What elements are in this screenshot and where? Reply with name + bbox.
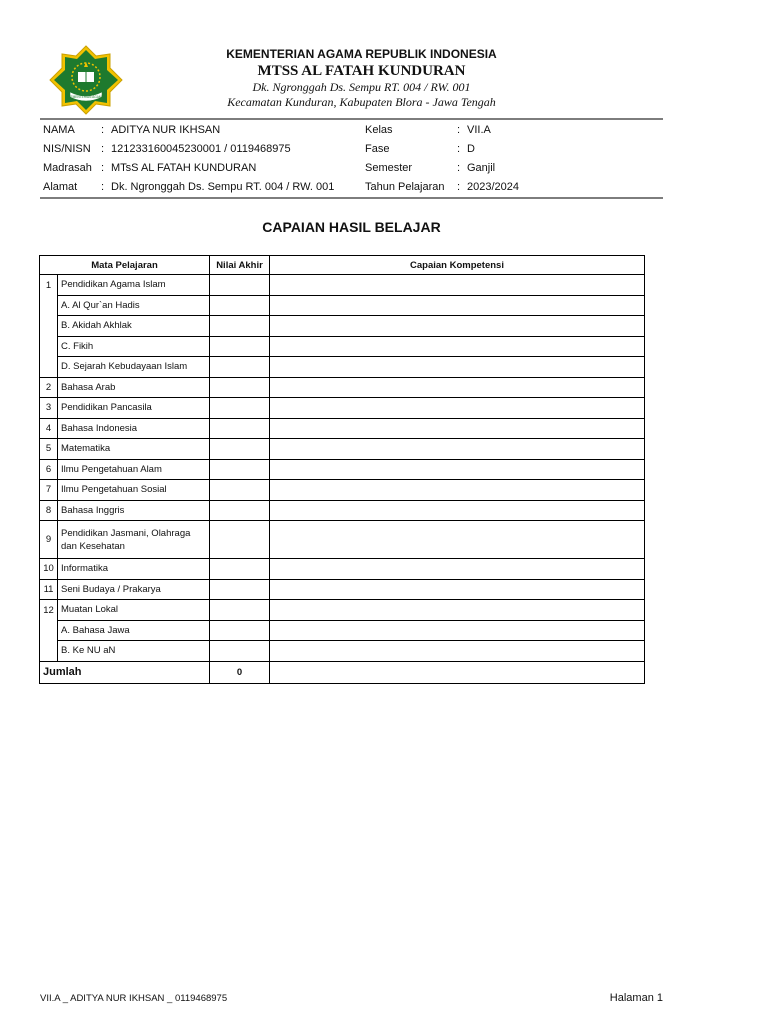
info-label-year: Tahun Pelajaran bbox=[365, 181, 445, 193]
row-number: 8 bbox=[40, 500, 58, 521]
info-label-semester: Semester bbox=[365, 162, 413, 174]
subject-name: Informatika bbox=[58, 559, 210, 580]
info-colon: : bbox=[457, 181, 461, 193]
competency-cell bbox=[270, 579, 645, 600]
total-competency-cell bbox=[270, 661, 645, 683]
info-value-madrasah: MTsS AL FATAH KUNDURAN bbox=[111, 162, 257, 174]
row-number bbox=[40, 295, 58, 316]
subject-name: A. Al Qur`an Hadis bbox=[58, 295, 210, 316]
row-number bbox=[40, 641, 58, 662]
table-row bbox=[40, 357, 645, 378]
info-label-name: NAMA bbox=[43, 124, 75, 136]
score-cell bbox=[210, 439, 270, 460]
info-label-phase: Fase bbox=[365, 143, 390, 155]
row-number: 6 bbox=[40, 459, 58, 480]
score-cell bbox=[210, 336, 270, 357]
row-number bbox=[40, 620, 58, 641]
score-cell bbox=[210, 418, 270, 439]
competency-cell bbox=[270, 357, 645, 378]
letterhead bbox=[180, 47, 543, 110]
competency-cell bbox=[270, 316, 645, 337]
school-name: MTSS AL FATAH KUNDURAN bbox=[257, 63, 466, 79]
total-score: 0 bbox=[210, 661, 270, 683]
subject-name-line1: Pendidikan Jasmani, Olahraga bbox=[61, 527, 191, 539]
row-number: 5 bbox=[40, 439, 58, 460]
info-row bbox=[43, 142, 663, 161]
school-address-line1: Dk. Ngronggah Ds. Sempu RT. 004 / RW. 001 bbox=[252, 80, 471, 94]
subject-name: Matematika bbox=[58, 439, 210, 460]
row-number bbox=[40, 357, 58, 378]
score-cell bbox=[210, 500, 270, 521]
row-number: 10 bbox=[40, 559, 58, 580]
grades-table bbox=[39, 255, 645, 684]
report-title: CAPAIAN HASIL BELAJAR bbox=[262, 219, 441, 235]
subject-name: Bahasa Inggris bbox=[58, 500, 210, 521]
student-info bbox=[43, 123, 663, 199]
subject-name: Ilmu Pengetahuan Sosial bbox=[58, 480, 210, 501]
row-number: 11 bbox=[40, 579, 58, 600]
subject-name: Ilmu Pengetahuan Alam bbox=[58, 459, 210, 480]
info-colon: : bbox=[457, 162, 461, 174]
score-cell bbox=[210, 521, 270, 559]
info-value-nis: 121233160045230001 / 0119468975 bbox=[111, 143, 291, 155]
score-cell bbox=[210, 480, 270, 501]
row-number: 12 bbox=[40, 600, 58, 621]
competency-cell bbox=[270, 439, 645, 460]
score-cell bbox=[210, 295, 270, 316]
competency-cell bbox=[270, 559, 645, 580]
row-number bbox=[40, 336, 58, 357]
score-cell bbox=[210, 275, 270, 296]
score-cell bbox=[210, 377, 270, 398]
table-row bbox=[40, 620, 645, 641]
competency-cell bbox=[270, 377, 645, 398]
info-label-class: Kelas bbox=[365, 124, 393, 136]
table-row bbox=[40, 439, 645, 460]
info-value-year: 2023/2024 bbox=[467, 181, 519, 193]
table-row bbox=[40, 480, 645, 501]
footer-document-id: VII.A _ ADITYA NUR IKHSAN _ 0119468975 bbox=[40, 993, 228, 1004]
info-colon: : bbox=[457, 124, 461, 136]
table-row bbox=[40, 600, 645, 621]
info-label-nis: NIS/NISN bbox=[43, 143, 91, 155]
info-colon: : bbox=[101, 143, 105, 155]
school-address-line2: Kecamatan Kunduran, Kabupaten Blora - Jawa Tengah bbox=[227, 95, 496, 109]
subject-name: Pendidikan Agama Islam bbox=[58, 275, 210, 296]
table-header-row bbox=[40, 256, 645, 275]
subject-name: B. Akidah Akhlak bbox=[58, 316, 210, 337]
info-value-semester: Ganjil bbox=[467, 162, 496, 174]
table-row bbox=[40, 316, 645, 337]
subject-name: B. Ke NU aN bbox=[58, 641, 210, 662]
row-number: 3 bbox=[40, 398, 58, 419]
competency-cell bbox=[270, 459, 645, 480]
row-number: 9 bbox=[40, 521, 58, 559]
total-label: Jumlah bbox=[40, 661, 210, 683]
subject-name: A. Bahasa Jawa bbox=[58, 620, 210, 641]
info-colon: : bbox=[101, 162, 105, 174]
table-row bbox=[40, 459, 645, 480]
competency-cell bbox=[270, 641, 645, 662]
row-number: 4 bbox=[40, 418, 58, 439]
header-competency: Capaian Kompetensi bbox=[270, 256, 645, 275]
info-row bbox=[43, 123, 663, 142]
row-number: 2 bbox=[40, 377, 58, 398]
competency-cell bbox=[270, 275, 645, 296]
footer-page-number: Halaman 1 bbox=[609, 992, 663, 1004]
row-number bbox=[40, 316, 58, 337]
table-row bbox=[40, 500, 645, 521]
subject-name: C. Fikih bbox=[58, 336, 210, 357]
total-row bbox=[40, 661, 645, 683]
table-row bbox=[40, 336, 645, 357]
competency-cell bbox=[270, 521, 645, 559]
info-label-madrasah: Madrasah bbox=[43, 162, 92, 174]
row-number: 7 bbox=[40, 480, 58, 501]
competency-cell bbox=[270, 600, 645, 621]
score-cell bbox=[210, 357, 270, 378]
info-value-name: ADITYA NUR IKHSAN bbox=[111, 124, 221, 136]
row-number: 1 bbox=[40, 275, 58, 296]
table-row bbox=[40, 377, 645, 398]
competency-cell bbox=[270, 295, 645, 316]
subject-name: Muatan Lokal bbox=[58, 600, 210, 621]
header-divider-bottom bbox=[40, 197, 663, 199]
subject-name: Seni Budaya / Prakarya bbox=[58, 579, 210, 600]
info-value-class: VII.A bbox=[467, 124, 491, 136]
info-row bbox=[43, 161, 663, 180]
kemenag-logo bbox=[48, 44, 124, 116]
table-row bbox=[40, 295, 645, 316]
score-cell bbox=[210, 600, 270, 621]
table-row bbox=[40, 418, 645, 439]
subject-name: Pendidikan Pancasila bbox=[58, 398, 210, 419]
competency-cell bbox=[270, 336, 645, 357]
subject-name: Bahasa Indonesia bbox=[58, 418, 210, 439]
info-colon: : bbox=[101, 124, 105, 136]
competency-cell bbox=[270, 480, 645, 501]
info-value-address: Dk. Ngronggah Ds. Sempu RT. 004 / RW. 001 bbox=[111, 181, 335, 193]
header-score: Nilai Akhir bbox=[210, 256, 270, 275]
score-cell bbox=[210, 398, 270, 419]
competency-cell bbox=[270, 418, 645, 439]
info-colon: : bbox=[457, 143, 461, 155]
table-row bbox=[40, 559, 645, 580]
table-row bbox=[40, 641, 645, 662]
table-row bbox=[40, 579, 645, 600]
logo-ribbon-text: KEMENTERIAN AGAMA bbox=[68, 95, 104, 99]
score-cell bbox=[210, 620, 270, 641]
table-row bbox=[40, 398, 645, 419]
ministry-name: KEMENTERIAN AGAMA REPUBLIK INDONESIA bbox=[226, 47, 497, 61]
subject-name-line2: dan Kesehatan bbox=[61, 540, 125, 552]
info-label-address: Alamat bbox=[43, 181, 78, 193]
competency-cell bbox=[270, 500, 645, 521]
score-cell bbox=[210, 641, 270, 662]
header-divider-top bbox=[40, 118, 663, 120]
score-cell bbox=[210, 316, 270, 337]
table-row bbox=[40, 275, 645, 296]
competency-cell bbox=[270, 398, 645, 419]
subject-name: Bahasa Arab bbox=[58, 377, 210, 398]
competency-cell bbox=[270, 620, 645, 641]
info-value-phase: D bbox=[467, 143, 475, 155]
info-colon: : bbox=[101, 181, 105, 193]
subject-name bbox=[58, 521, 210, 559]
score-cell bbox=[210, 559, 270, 580]
subject-name: D. Sejarah Kebudayaan Islam bbox=[58, 357, 210, 378]
score-cell bbox=[210, 459, 270, 480]
table-row bbox=[40, 521, 645, 559]
score-cell bbox=[210, 579, 270, 600]
header-subject: Mata Pelajaran bbox=[40, 256, 210, 275]
